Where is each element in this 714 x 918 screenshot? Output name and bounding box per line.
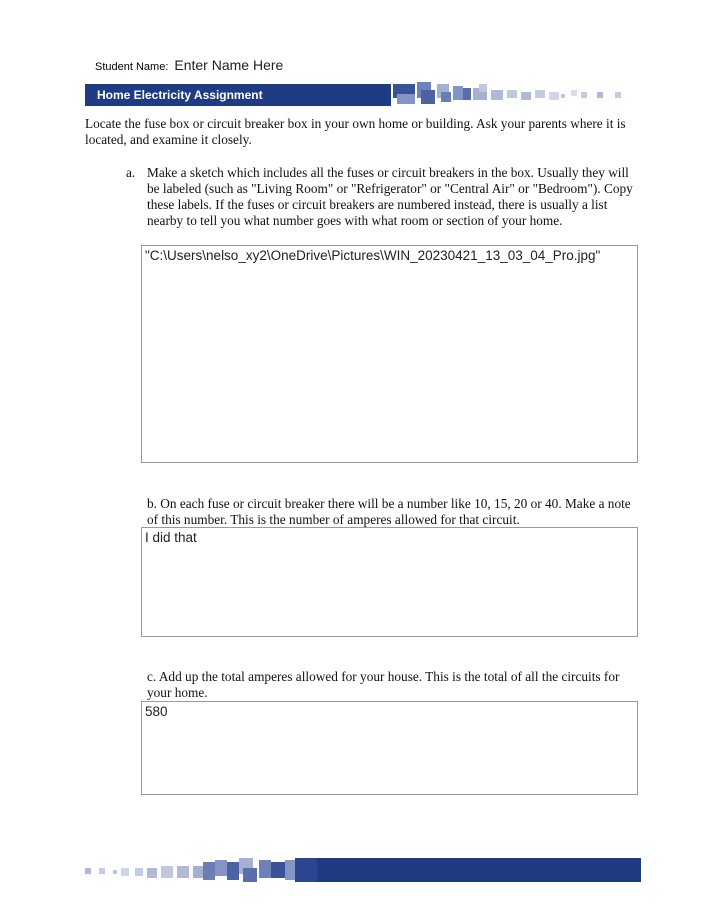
student-name-row: [95, 57, 283, 77]
item-b-answer-box[interactable]: [141, 527, 638, 637]
student-name-label: Student Name:: [95, 61, 169, 73]
item-a-answer-box[interactable]: [141, 245, 638, 463]
item-b-answer-text: I did that: [145, 530, 197, 545]
item-a-answer-text: "C:\Users\nelso_xy2\OneDrive\Pictures\WIN_20230421_13_03_04_Pro.jpg": [145, 248, 601, 263]
item-a-marker: a.: [126, 165, 136, 180]
assignment-title: Home Electricity Assignment: [97, 88, 263, 102]
item-b-instructions: b. On each fuse or circuit breaker there will be a number like 10, 15, 20 or 40. Make a note of this number. This is the number of amperes allowed for that circuit.: [147, 496, 631, 527]
item-c-answer-text: 580: [145, 704, 168, 719]
item-c-instructions: c. Add up the total amperes allowed for your house. This is the total of all the circuits for your home.: [147, 669, 620, 700]
header-decoration: [375, 80, 640, 110]
footer-decoration: [85, 854, 641, 888]
item-a-instructions: Make a sketch which includes all the fuses or circuit breakers in the box. Usually they will be labeled (such as "Living Room" or "Refrigerator" or "Central Air" or "Bedroom"). Copy these labels. If the fuses or circuit breakers are numbered instead, there is usually a list nearby to tell you what number goes with what room or section of your home.: [147, 165, 633, 228]
item-c-answer-box[interactable]: [141, 701, 638, 795]
assignment-header-bar: [85, 84, 375, 106]
intro-paragraph: Locate the fuse box or circuit breaker box in your own home or building. Ask your parents where it is located, and examine it closely.: [85, 116, 626, 147]
student-name-field[interactable]: Enter Name Here: [174, 57, 284, 73]
